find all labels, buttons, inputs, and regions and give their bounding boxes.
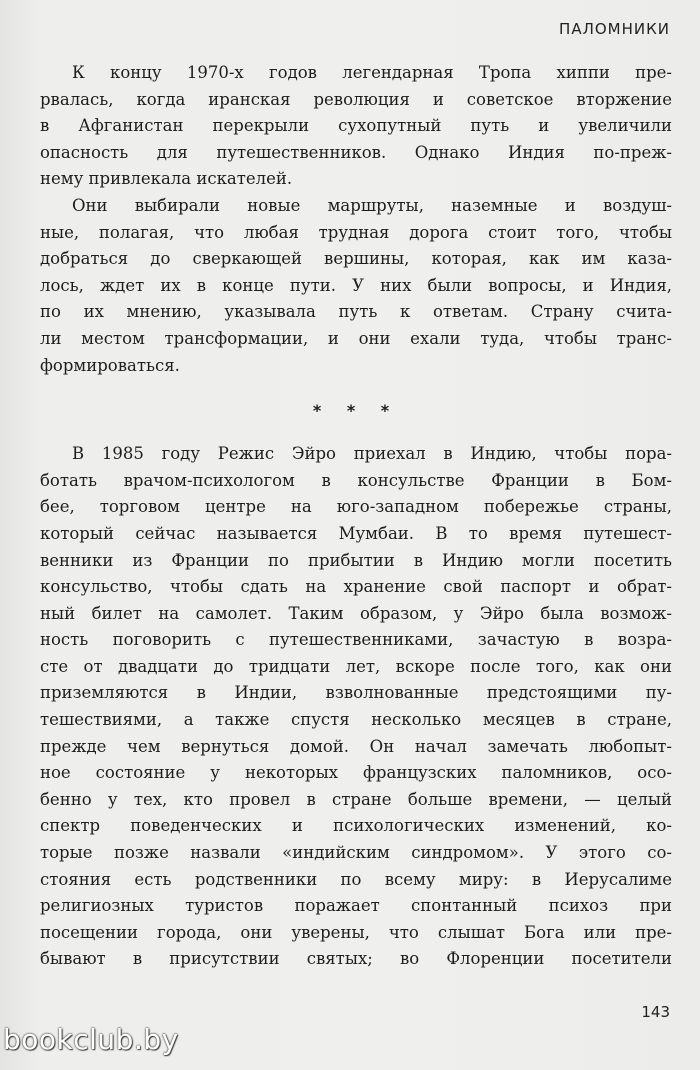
text-line: лось, ждет их в конце пути. У них были вопросы, и Индия, (40, 275, 672, 295)
text-line: ный билет на самолет. Таким образом, у Эйро была возмож- (40, 603, 672, 623)
text-line: ли местом трансформации, и они ехали туда, чтобы транс- (40, 328, 672, 348)
text-line: нему привлекала искателей. (40, 169, 293, 189)
text-line: сте от двадцати до тридцати лет, вскоре после того, как они (40, 656, 672, 676)
text-line: ное состояние у некоторых французских паломников, осо- (40, 763, 672, 783)
text-line: тешествиями, а также спустя несколько месяцев в стране, (40, 710, 672, 730)
text-line: К концу 1970-х годов легендарная Тропа хиппи пре- (72, 63, 672, 82)
text-line: бывают в присутствии святых; во Флоренции посетители (40, 949, 672, 969)
page-number: 143 (641, 1003, 670, 1021)
section-separator: * * * (312, 401, 400, 421)
text-line: стояния есть родственники по всему миру: в Иерусалиме (40, 869, 672, 889)
paragraph (40, 441, 672, 973)
text-line: Они выбирали новые маршруты, наземные и воздуш- (72, 195, 672, 215)
text-line: ные, полагая, что любая трудная дорога стоит того, чтобы (40, 222, 672, 242)
body-text (40, 60, 672, 973)
text-line: добраться до сверкающей вершины, которая, как им каза- (40, 249, 672, 269)
text-line: в Афганистан перекрыли сухопутный путь и увеличили (40, 116, 672, 136)
text-line: бее, торговом центре на юго-западном побережье страны, (40, 497, 672, 517)
text-line: религиозных туристов поражает спонтанный психоз при (40, 896, 672, 916)
watermark-logo: bookclub.by (3, 1023, 179, 1056)
text-line: который сейчас называется Мумбаи. В то время путешест- (40, 523, 672, 543)
text-line: формироваться. (40, 355, 180, 375)
text-line: консульство, чтобы сдать на хранение свой паспорт и обрат- (40, 577, 672, 597)
text-line: бенно у тех, кто провел в стране больше времени, — целый (40, 789, 672, 809)
text-line: прежде чем вернуться домой. Он начал замечать любопыт- (40, 736, 672, 756)
text-line: спектр поведенческих и психологических изменений, ко- (40, 816, 672, 836)
text-line: торые позже назвали «индийским синдромом». У этого со- (40, 843, 672, 863)
paragraph (40, 193, 672, 379)
text-line: приземляются в Индии, взволнованные предстоящими пу- (40, 683, 672, 703)
text-line: ботать врачом-психологом в консульстве Франции в Бом- (40, 470, 672, 490)
text-line: ность поговорить с путешественниками, зачастую в возра- (40, 630, 672, 650)
text-line: рвалась, когда иранская революция и советское вторжение (40, 89, 672, 109)
text-line: посещении города, они уверены, что слышат Бога или пре- (40, 922, 672, 942)
text-line: венники из Франции по прибытии в Индию могли посетить (40, 550, 672, 570)
text-line: В 1985 году Режис Эйро приехал в Индию, чтобы пора- (72, 444, 672, 464)
running-head: ПАЛОМНИКИ (559, 20, 670, 38)
text-line: по их мнению, указывала путь к ответам. Страну счита- (40, 302, 672, 322)
paragraph (40, 60, 672, 193)
text-line: опасность для путешественников. Однако Индия по-преж- (40, 142, 672, 162)
